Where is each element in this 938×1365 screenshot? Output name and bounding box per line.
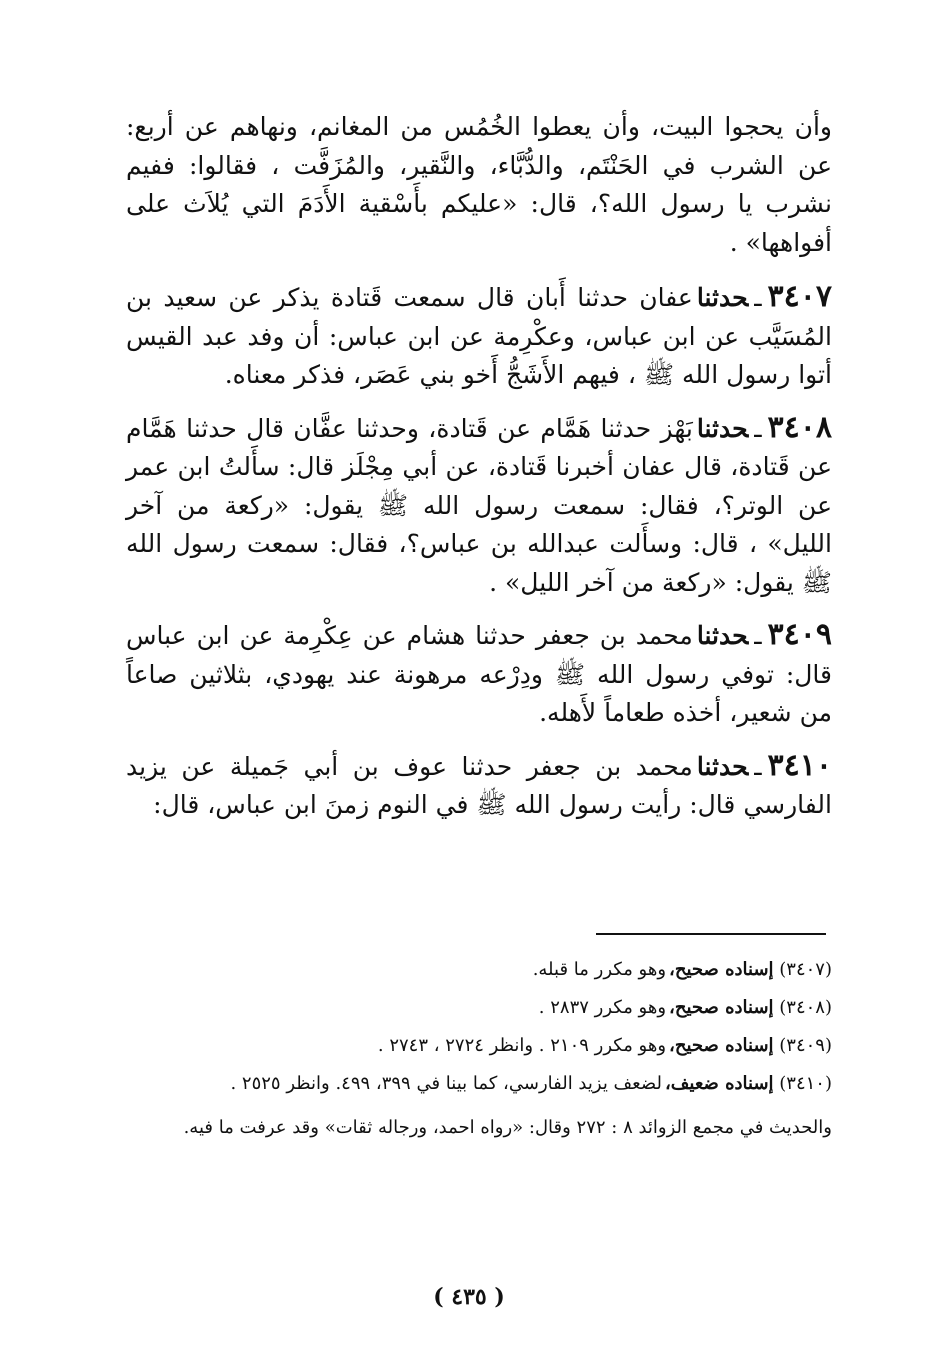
footnote-ref: (٣٤٠٧) (779, 959, 832, 980)
hadith-keyword: حدثنا (696, 413, 749, 443)
hadith-keyword: حدثنا (696, 621, 749, 650)
hadith-text: محمد بن جعفر حدثنا هشام عن عِكْرِمة عن ابن عباس قال: توفي رسول الله ﷺ ودِرْعه مرهونة عند يهودي، بثلاثين صاعاً من شعير، أخذه طعاماً لأَهله. (126, 621, 832, 727)
intro-paragraph: وأن يحجوا البيت، وأن يعطوا الخُمُس من المغانم، ونهاهم عن أربع: عن الشرب في الحَنْتَم، والدُّبَّاء، والنَّقير، والمُزَفَّت ، فقالوا: ففيم نشرب يا رسول الله؟، قال: «عليكم بأَسْقية الأَدَمَ التي يُلاَث على أفواهها» . (126, 112, 832, 257)
hadith-number: ٣٤٠٧ (767, 279, 832, 314)
footnote-text: لضعف يزيد الفارسي، كما بينا في ٣٩٩، ٤٩٩. وانظر ٢٥٢٥ . (230, 1073, 662, 1094)
hadith-text: عفان حدثنا أَبان قال سمعت قَتادة يذكر عن سعيد بن المُسَيَّب عن ابن عباس، وعكْرِمة عن ابن عباس: أن وفد عبد القيس أتوا رسول الله ﷺ ، فيهم الأَشَجُّ أَخو بني عَصَر، فذكر معناه. (126, 283, 832, 389)
hadith-dash: ـ (754, 621, 762, 650)
footnote-separator (596, 933, 826, 935)
hadith-number: ٣٤٠٨ (767, 409, 832, 445)
footnote-3409 (126, 1031, 832, 1061)
hadith-3408 (126, 409, 832, 603)
footnote-grade: إسناده صحيح، (669, 1035, 774, 1056)
page-number: ( ٤٣٥ ) (433, 1284, 505, 1310)
hadith-number: ٣٤١٠ (767, 747, 832, 783)
footnote-text: وهو مكرر ٢٨٣٧ . (538, 997, 667, 1018)
hadith-dash: ـ (754, 413, 762, 443)
footnote-text: وهو مكرر ما قبله. (532, 959, 667, 980)
footnote-3408 (126, 993, 832, 1023)
hadith-3409 (126, 616, 832, 733)
hadith-number: ٣٤٠٩ (767, 617, 832, 652)
footnote-3407 (126, 955, 832, 985)
hadith-3407 (126, 278, 832, 395)
footnote-text: وهو مكرر ٢١٠٩ . وانظر ٢٧٢٤ ، ٢٧٤٣ . (377, 1035, 667, 1056)
main-text (126, 108, 832, 839)
hadith-text: محمد بن جعفر حدثنا عوف بن أبي جَميلة عن يزيد الفارسي قال: رأيت رسول الله ﷺ في النوم زمنَ ابن عباس، قال: (126, 751, 832, 819)
hadith-3410 (126, 747, 832, 825)
hadith-dash: ـ (754, 283, 762, 312)
hadith-dash: ـ (754, 751, 762, 781)
footnotes (126, 955, 832, 1149)
footnote-grade: إسناده صحيح، (669, 997, 774, 1018)
footnote-grade: إسناده صحيح، (669, 959, 774, 980)
hadith-keyword: حدثنا (696, 283, 749, 312)
footnote-grade: إسناده ضعيف، (664, 1073, 774, 1094)
footnote-ref: (٣٤٠٨) (779, 997, 832, 1018)
footnote-continuation: والحديث في مجمع الزوائد ٨ : ٢٧٢ وقال: «رواه احمد، ورجاله ثقات» وقد عرفت ما فيه. (183, 1117, 832, 1138)
footnote-ref: (٣٤١٠) (779, 1073, 832, 1094)
hadith-keyword: حدثنا (696, 751, 749, 781)
footnote-3410 (126, 1069, 832, 1099)
footnote-ref: (٣٤٠٩) (779, 1035, 832, 1056)
hadith-text: بَهْز حدثنا هَمَّام عن قَتادة، وحدثنا عفَّان قال حدثنا هَمَّام عن قَتادة، قال عفان أخبرنا قَتادة، عن أبي مِجْلَز قال: سأَلتُ ابن عمر عن الوتر؟، فقال: سمعت رسول الله ﷺ يقول: «ركعة من آخر الليل» ، قال: وسأَلت عبدالله بن عباس؟، فقال: سمعت رسول الله ﷺ يقول: «ركعة من آخر الليل» . (126, 413, 832, 597)
